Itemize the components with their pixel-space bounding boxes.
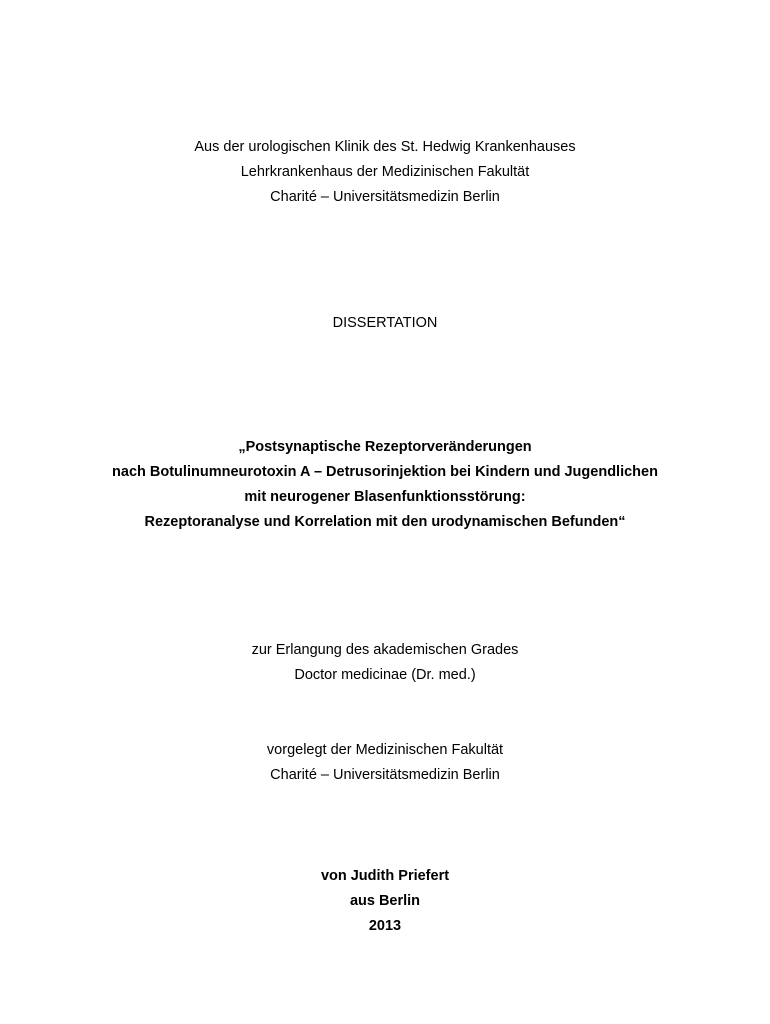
university-name: Charité – Universitätsmedizin Berlin (270, 189, 500, 205)
clinic-name: Aus der urologischen Klinik des St. Hedwig Krankenhauses (194, 139, 576, 155)
submitted-to-line: vorgelegt der Medizinischen Fakultät (266, 742, 504, 758)
document-type (0, 311, 770, 336)
institution-header (0, 135, 770, 210)
author-origin: aus Berlin (349, 893, 421, 909)
submission-info (0, 738, 770, 788)
submission-university: Charité – Universitätsmedizin Berlin (270, 767, 500, 783)
author-info (0, 864, 770, 939)
title-line-3: mit neurogener Blasenfunktionsstörung: (244, 489, 526, 505)
degree-name: Doctor medicinae (Dr. med.) (294, 667, 476, 683)
author-name: von Judith Priefert (320, 868, 450, 884)
title-line-2: nach Botulinumneurotoxin A – Detrusorinjektion bei Kindern und Jugendlichen (112, 464, 658, 480)
degree-purpose (0, 638, 770, 688)
purpose-line: zur Erlangung des akademischen Grades (251, 642, 519, 658)
teaching-hospital-line: Lehrkrankenhaus der Medizinischen Fakultät (240, 164, 530, 180)
publication-year: 2013 (368, 918, 402, 934)
title-line-4: Rezeptoranalyse und Korrelation mit den urodynamischen Befunden“ (144, 514, 626, 530)
document-type-label: DISSERTATION (332, 315, 438, 331)
dissertation-title (0, 435, 770, 535)
title-line-1: „Postsynaptische Rezeptorveränderungen (238, 439, 532, 455)
